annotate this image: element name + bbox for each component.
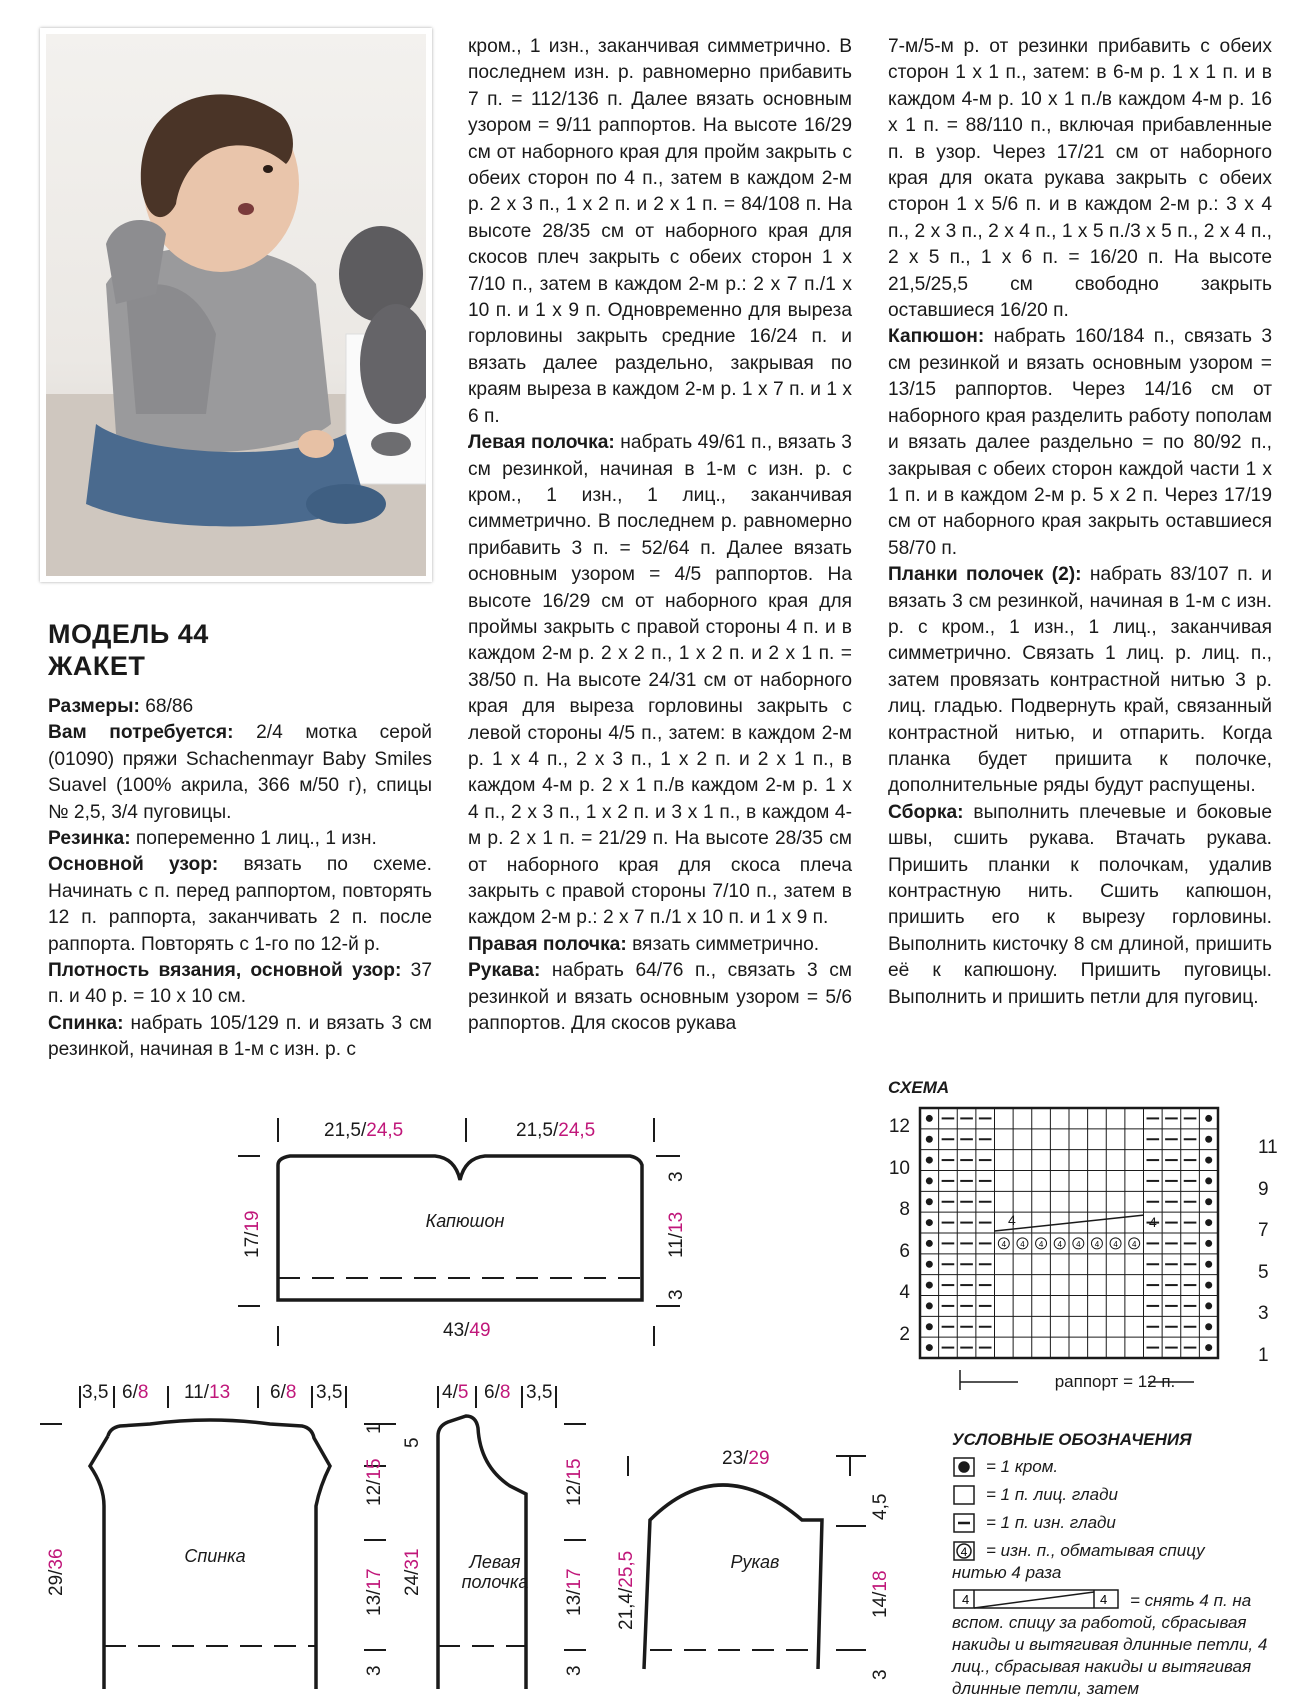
column-2 [468, 34, 852, 1037]
cable-left-num: 4 [1008, 1212, 1016, 1228]
hood-left-height-dim: 17/19 [242, 1210, 263, 1258]
front-r4: 3 [564, 1665, 585, 1676]
assembly-label: Сборка: [888, 801, 964, 823]
sleeve-r2: 14/18 [870, 1570, 891, 1618]
chart-wrap-num: 4 [1113, 1239, 1118, 1249]
model-name: ЖАКЕТ [48, 651, 146, 681]
back-pattern-shape [40, 1376, 400, 1689]
assembly-text: выполнить плечевые и боковые швы, сшить рукава. Втачать рукава. Пришить планки к полочкам, удалив контрастную нить. Сшить капюшон, пришить его к вырезу горловины. Выполнить кисточку 8 см длиной, пришить её к капюшону. Пришить пуговицы. Выполнить и пришить петли для пуговиц. [888, 801, 1272, 1008]
photo [40, 28, 432, 582]
left-front-text: набрать 49/61 п., вязать 3 см резинкой, начиная в 1-м с изн. р. с кром., 1 изн., 1 лиц., заканчивая симметрично. В последнем р. равномерно прибавить 3 п. = 52/64 п. Далее вязать основным узором = 4/5 раппортов. На высоте 16/29 см от наборного края для проймы закрыть с правой стороны 4 п. и в каждом 2-м р. 2 х 2 п., 1 х 2 п. и 2 х 1 п. = 38/50 п. На высоте 24/31 см от наборного края для выреза горловины закрыть с левой стороны 4/5 п., затем: в каждом 2-м р. 1 х 4 п., 2 х 3 п., 1 х 2 п. и 2 х 1 п., в каждом 4-м р. 2 х 1 п./в каждом 2-м р. 1 х 4 п., 2 х 3 п., 1 х 2 п. и 3 х 1 п., в каждом 4-м р. 2 х 1 п. = 21/29 п. На высоте 28/35 см от наборного края для скоса плеча закрыть с правой стороны 7/10 п., затем в каждом 2-м р.: 2 х 7 п./1 х 10 п. и 1 х 9 п. [468, 432, 852, 929]
hood-bottom-dim: 43/49 [443, 1320, 491, 1341]
hood-label: Капюшон: [888, 326, 985, 348]
gauge-label: Плотность вязания, основной узор: [48, 960, 402, 982]
legend-item-4: = изн. п., обматывая спицу нитью 4 раза [952, 1541, 1205, 1582]
chart-edge-stitch [926, 1344, 933, 1351]
chart-edge-stitch [1205, 1302, 1212, 1309]
chart-wrap-num: 4 [1076, 1239, 1081, 1249]
back-text: набрать 105/129 п. и вязать 3 см резинкой, начиная в 1-м с изн. р. с [48, 1012, 432, 1061]
chart-edge-stitch [1205, 1198, 1212, 1205]
back-continued-text: кром., 1 изн., заканчивая симметрично. В последнем изн. р. равномерно прибавить 7 п. = 112/136 п. Далее вязать основным узором = 9/11 раппортов. На высоте 16/29 см от наборного края для пройм закрыть с обеих сторон по 4 п., затем в каждом 2-м р. 2 х 3 п., 1 х 2 п. и 2 х 1 п. = 84/108 п. На высоте 28/35 см от наборного края для скосов плеч закрыть с обеих сторон 1 х 7/10 п., затем в каждом 2-м р.: 2 х 7 п./1 х 10 п. и 1 х 9 п. Одновременно для выреза горловины закрыть средние 16/24 п. и вязать далее раздельно, закрывая по краям выреза в каждом 2-м р. 1 х 7 п. и 1 х 6 п. [468, 36, 852, 427]
left-front-label: Левая полочка: [468, 432, 615, 454]
baby-photo-image [46, 34, 426, 576]
sleeve-r3: 3 [870, 1669, 891, 1680]
chart-edge-stitch [926, 1261, 933, 1268]
hood-label-diagram: Капюшон [425, 1211, 505, 1231]
chart-wrap-num: 4 [1131, 1239, 1137, 1249]
legend-cable-num-left: 4 [962, 1592, 970, 1607]
chart-wrap-num: 4 [1038, 1239, 1044, 1249]
chart-left-row-labels: 12 10 8 6 4 2 [888, 1116, 910, 1345]
hood-top-left-dim: 21,5/24,5 [324, 1120, 404, 1141]
front-r3: 13/17 [564, 1568, 585, 1616]
legend-cable-num-right: 4 [1100, 1592, 1108, 1607]
rib-label: Резинка: [48, 828, 131, 850]
rib-text: попеременно 1 лиц., 1 изн. [130, 828, 377, 850]
back-r3: 13/17 [364, 1568, 385, 1616]
chart-edge-stitch [1205, 1219, 1212, 1226]
back-t4: 6/8 [270, 1382, 297, 1403]
back-label-diagram: Спинка [184, 1546, 246, 1566]
chart-edge-stitch [1205, 1157, 1212, 1164]
sleeve-label-diagram: Рукав [730, 1552, 780, 1572]
back-t3: 11/13 [184, 1382, 231, 1403]
chart-edge-stitch [1205, 1240, 1212, 1247]
hood-right-mid-dim: 11/13 [666, 1211, 687, 1258]
chart-edge-stitch [926, 1136, 933, 1143]
chart-edge-stitch [926, 1323, 933, 1330]
back-t1: 3,5 [82, 1382, 109, 1403]
back-r2: 12/15 [364, 1458, 385, 1506]
right-front-text: вязать симметрично. [626, 933, 820, 955]
front-r2: 12/15 [564, 1458, 585, 1506]
hood-right-top-dim: 3 [666, 1171, 687, 1182]
legend-item-5: = снять 4 п. на вспом. спицу за работой, сбрасывая накиды и вытягивая длинные петли, 4 лиц., сбрасывая накиды и вытягивая длинные петли, затем [952, 1591, 1268, 1698]
chart-edge-stitch [1205, 1115, 1212, 1122]
gauge-text: 37 п. и 40 р. = 10 х 10 см. [48, 960, 432, 1008]
front-t1: 4/5 [442, 1382, 469, 1403]
chart-edge-stitch [1205, 1177, 1212, 1184]
need-label: Вам потребуется: [48, 722, 234, 744]
sleeve-label: Рукава: [468, 960, 541, 982]
sleeve-continued-text: 7-м/5-м р. от резинки прибавить с обеих сторон 1 х 1 п., затем: в 6-м р. 1 х 1 п. и в каждом 4-м р. 10 х 1 п./в каждом 4-м р. 16 х 1 п. = 88/110 п., включая прибавленные п. в узор. Через 17/21 см от наборного края для оката рукава закрыть с обеих сторон 1 х 5/6 п. и в каждом 2-м р.: 3 х 4 п., 2 х 3 п., 2 х 4 п., 1 х 5 п./3 х 5 п., 2 х 4 п., 2 х 5 п., 1 х 6 п. = 16/20 п. На высоте 21,5/25,5 см свободно закрыть оставшиеся 16/20 п. [888, 36, 1272, 322]
back-r4: 3 [364, 1665, 385, 1676]
model-number: МОДЕЛЬ 44 [48, 619, 209, 649]
legend-title: УСЛОВНЫЕ ОБОЗНАЧЕНИЯ [952, 1430, 1192, 1449]
front-t2: 6/8 [484, 1382, 511, 1403]
back-label: Спинка: [48, 1012, 124, 1034]
chart-edge-stitch [926, 1115, 933, 1122]
legend-item-2: = 1 п. лиц. глади [986, 1485, 1118, 1504]
right-front-label: Правая полочка: [468, 933, 627, 955]
need-text: 2/4 мотка серой (01090) пряжи Schachenmayr Baby Smiles Suavel (100% акрила, 366 м/50 г), спицы № 2,5, 3/4 пуговицы. [48, 722, 432, 823]
bands-text: набрать 83/107 п. и вязать 3 см резинкой, начиная в 1-м с изн. р. с кром., 1 изн., 1 лиц., заканчивая симметрично. Связать 1 лиц. р. лиц. п., затем провязать контрастной нитью 3 р. лиц. гладью. Подвернуть край, связанный контрастной нитью, и отпарить. Когда планка будет пришита к полочке, дополнительные ряды будут распущены. [888, 564, 1272, 797]
back-r1: 1 [364, 1423, 385, 1434]
chart-edge-stitch [1205, 1261, 1212, 1268]
model-title [48, 618, 209, 682]
repeat-bracket [958, 1366, 1198, 1396]
column-3 [888, 34, 1272, 1011]
sizes-text: 68/86 [139, 696, 194, 717]
chart-wrap-num: 4 [1001, 1239, 1007, 1249]
chart-edge-stitch [1205, 1136, 1212, 1143]
front-t3: 3,5 [526, 1382, 553, 1403]
hood-right-bottom-dim: 3 [666, 1289, 687, 1300]
repeat-label: раппорт = 12 п. [958, 1372, 1272, 1392]
chart-edge-stitch [926, 1282, 933, 1289]
sleeve-r1: 4,5 [870, 1493, 891, 1520]
front-left-top-dim: 5 [402, 1437, 423, 1448]
chart-edge-stitch [1205, 1282, 1212, 1289]
sleeve-text: набрать 64/76 п., связать 3 см резинкой и вязать основным узором = 5/6 раппортов. Для скосов рукава [468, 960, 852, 1035]
legend-item-1: = 1 кром. [986, 1457, 1059, 1476]
chart-wrap-num: 4 [1057, 1239, 1062, 1249]
chart-edge-stitch [926, 1177, 933, 1184]
chart-edge-stitch [926, 1302, 933, 1309]
sizes-label: Размеры: [48, 696, 140, 717]
main-pattern-text: вязать по схеме. Начинать с п. перед раппортом, повторять 12 п. раппорта, заканчивать 2 п. после раппорта. Повторять с 1-го по 12-й р. [48, 854, 432, 955]
hood-text: набрать 160/184 п., связать 3 см резинкой и вязать основным узором = 13/15 раппортов. Через 14/16 см от наборного края разделить работу пополам и вязать далее раздельно = по 80/92 п., закрывая с обеих сторон каждой части 1 х 1 п. и в каждом 2-м р. 5 х 2 п. Через 17/19 см от наборного края закрыть оставшиеся 58/70 п. [888, 326, 1272, 559]
bands-label: Планки полочек (2): [888, 564, 1082, 586]
hood-top-right-dim: 21,5/24,5 [516, 1120, 596, 1141]
cable-right-num: 4 [1149, 1214, 1157, 1230]
chart-edge-stitch [1205, 1344, 1212, 1351]
chart-title: СХЕМА [888, 1078, 950, 1097]
sleeve-top-dim: 23/29 [722, 1448, 770, 1469]
chart-edge-stitch [1205, 1323, 1212, 1330]
chart-edge-stitch [926, 1157, 933, 1164]
legend-wrap-num: 4 [960, 1545, 968, 1559]
back-t5: 3,5 [316, 1382, 343, 1403]
front-left-height-dim: 24/31 [402, 1548, 423, 1596]
column-1 [48, 694, 432, 1064]
back-t2: 6/8 [122, 1382, 149, 1403]
chart-wrap-num: 4 [1020, 1239, 1025, 1249]
chart-edge-stitch [926, 1198, 933, 1205]
chart-edge-stitch [926, 1240, 933, 1247]
legend-item-3: = 1 п. изн. глади [986, 1513, 1116, 1532]
chart-wrap-num: 4 [1094, 1239, 1100, 1249]
sleeve-left-height-dim: 21,4/25,5 [616, 1550, 637, 1630]
back-left-height-dim: 29/36 [46, 1548, 67, 1596]
front-label-diagram: Левая полочка [461, 1552, 529, 1592]
main-pattern-label: Основной узор: [48, 854, 219, 876]
chart-right-row-labels: 11 9 7 5 3 1 [1258, 1137, 1278, 1366]
stitch-chart [870, 1100, 1260, 1400]
chart-edge-stitch [926, 1219, 933, 1226]
